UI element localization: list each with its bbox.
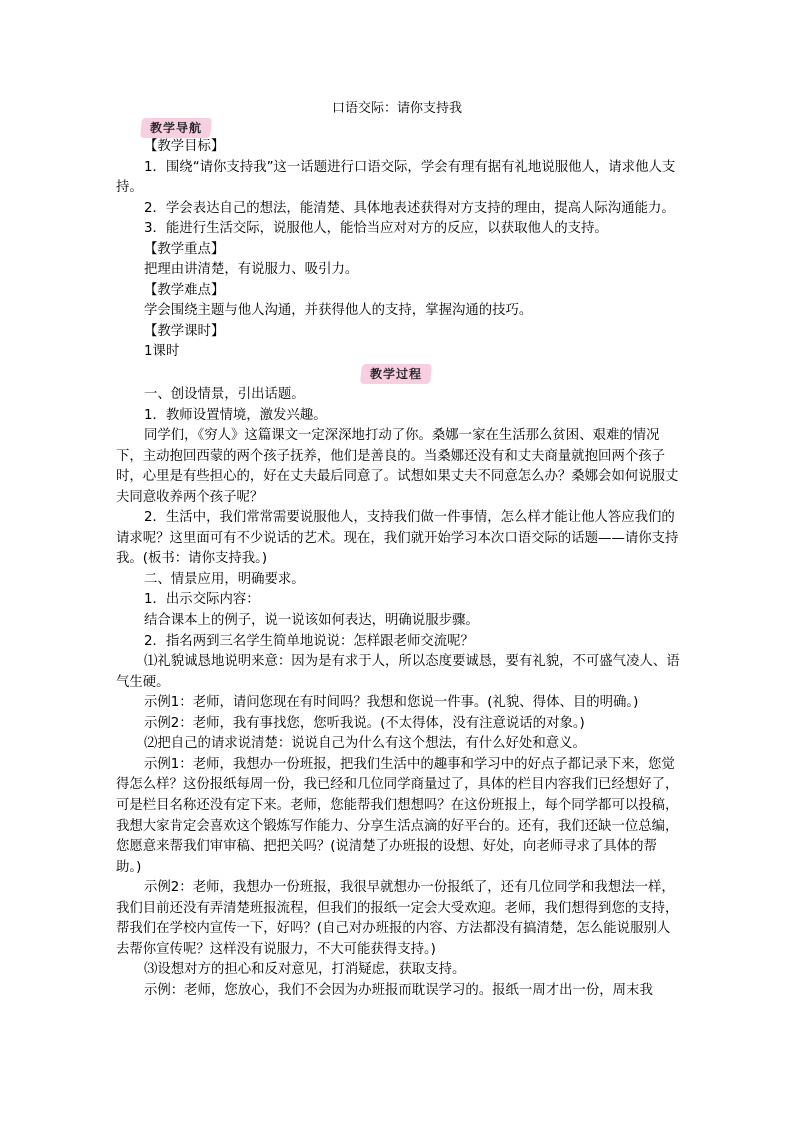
section-heading: 【教学难点】 bbox=[144, 282, 225, 298]
paragraph: 示例2：老师，我想办一份班报，我很早就想办一份报纸了，还有几位同学和我想法一样，我们目前还没有弄清楚班报流程，但我们的报纸一定会大受欢迎。老师，我们想得到您的支持，帮我们在学校内宣传一下，好吗？(自己对办班报的内容、方法都没有搞清楚，怎么能说服别人去帮你宣传呢？这样没有说服力，不大可能获得支持。) bbox=[116, 880, 679, 957]
section-heading: 一、创设情景，引出话题。 bbox=[144, 387, 305, 403]
process-badge-row bbox=[116, 363, 682, 385]
paragraph: ⑴礼貌诚恳地说明来意：因为是有求于人，所以态度要诚恳，要有礼貌，不可盛气凌人、语气生硬。 bbox=[116, 654, 680, 690]
paragraph: 2．指名两到三名学生简单地说说：怎样跟老师交流呢？ bbox=[144, 633, 474, 649]
paragraph: 1课时 bbox=[144, 344, 180, 360]
paragraph: 结合课本上的例子，说一说该如何表达，明确说服步骤。 bbox=[144, 613, 479, 629]
paragraph: 1．教师设置情境，激发兴趣。 bbox=[144, 407, 327, 423]
paragraph: 示例1：老师，请问您现在有时间吗？我想和您说一件事。(礼貌、得体、目的明确。) bbox=[144, 695, 639, 711]
section-heading: 【教学重点】 bbox=[144, 241, 225, 257]
paragraph: 示例2：老师，我有事找您，您听我说。(不太得体，没有注意说话的对象。) bbox=[144, 715, 585, 731]
paragraph: ⑶设想对方的担心和反对意见，打消疑虑，获取支持。 bbox=[144, 962, 466, 978]
badge-label: 教学导航 bbox=[149, 121, 202, 135]
paragraph: 同学们，《穷人》这篇课文一定深深地打动了你。桑娜一家在生活那么贫困、艰难的情况下，主动抱回西蒙的两个孩子抚养，他们是善良的。当桑娜还没有和丈夫商量就抱回两个孩子时，心里是有些担心的，好在丈夫最后同意了。试想如果丈夫不同意怎么办？桑娜会如何说服丈夫同意收养两个孩子呢？ bbox=[116, 428, 679, 505]
paragraph: 示例：老师，您放心，我们不会因为办班报而耽误学习的。报纸一周才出一份，周末我 bbox=[144, 982, 653, 998]
teaching-guide-badge bbox=[141, 118, 211, 138]
teaching-process-badge bbox=[361, 364, 431, 384]
paragraph: 3．能进行生活交际，说服他人，能恰当应对对方的反应，以获取他人的支持。 bbox=[144, 221, 608, 237]
paragraph: 示例1：老师，我想办一份班报，把我们生活中的趣事和学习中的好点子都记录下来，您觉得怎么样？这份报纸每周一份，我已经和几位同学商量过了，具体的栏目内容我们已经想好了，可是栏目名称还没有定下来。老师，您能帮我们想想吗？在这份班报上，每个同学都可以投稿，我想大家肯定会喜欢这个锻炼写作能力、分享生活点滴的好平台的。还有，我们还缺一位总编，您愿意来帮我们审审稿、把把关吗？(说清楚了办班报的设想、好处，向老师寻求了具体的帮助。) bbox=[116, 756, 679, 875]
page-title: 口语交际：请你支持我 bbox=[331, 101, 462, 116]
paragraph: 把理由讲清楚，有说服力、吸引力。 bbox=[144, 262, 359, 278]
section-heading: 二、情景应用，明确要求。 bbox=[144, 571, 305, 587]
section-heading: 【教学课时】 bbox=[144, 323, 225, 339]
paragraph: 2．学会表达自己的想法，能清楚、具体地表述获得对方支持的理由，提高人际沟通能力。 bbox=[144, 200, 675, 216]
section-heading: 【教学目标】 bbox=[144, 139, 225, 154]
paragraph: ⑵把自己的请求说清楚：说说自己为什么有这个想法，有什么好处和意义。 bbox=[144, 736, 586, 752]
paragraph: 1．围绕“请你支持我”这一话题进行口语交际，学会有理有据有礼地说服他人，请求他人支持。 bbox=[116, 159, 676, 196]
document-body bbox=[116, 137, 682, 1001]
paragraph: 学会围绕主题与他人沟通，并获得他人的支持，掌握沟通的技巧。 bbox=[144, 303, 533, 319]
badge-label: 教学过程 bbox=[369, 367, 422, 382]
paragraph: 2．生活中，我们常常需要说服他人，支持我们做一件事情，怎么样才能让他人答应我们的请求呢？这里面可有不少说话的艺术。现在，我们就开始学习本次口语交际的话题——请你支持我。(板书：请你支持我。) bbox=[116, 510, 679, 567]
paragraph: 1．出示交际内容： bbox=[144, 592, 260, 608]
